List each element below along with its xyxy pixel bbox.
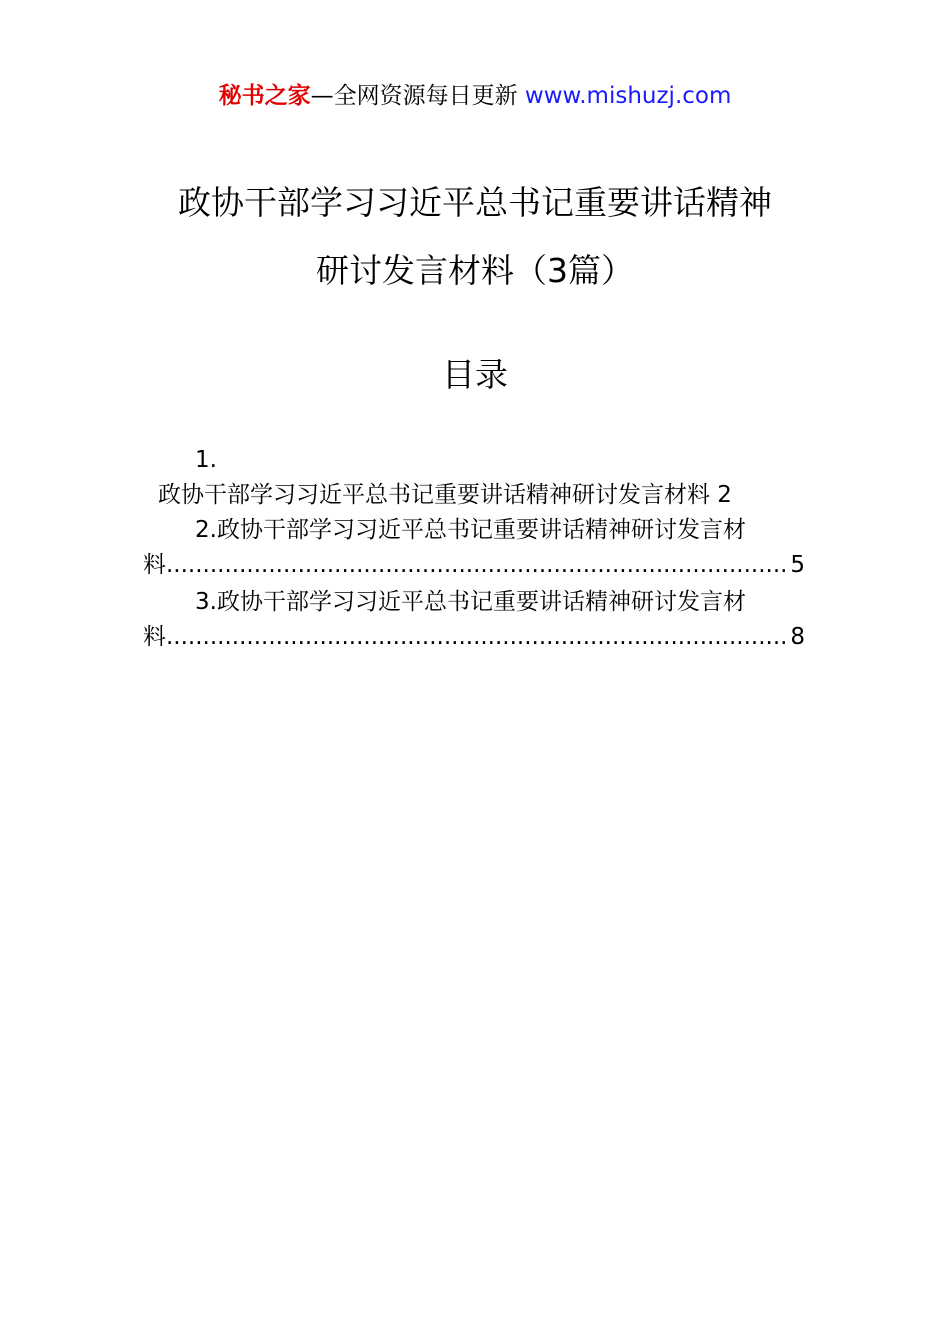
site-url-link[interactable]: www.mishuzj.com <box>524 83 732 109</box>
header-tagline: —全网资源每日更新 <box>310 83 525 109</box>
toc-item-3-tail: 料 <box>143 624 166 650</box>
toc-item-2-dot-leader <box>166 548 788 582</box>
document-title-line-1: 政协干部学习习近平总书记重要讲话精神 <box>178 183 772 222</box>
document-title-line-2: 研讨发言材料（3篇） <box>316 251 634 290</box>
toc-item-3-text[interactable]: 3.政协干部学习习近平总书记重要讲话精神研讨发言材 <box>195 589 746 615</box>
toc-item-1-text[interactable]: 政协干部学习习近平总书记重要讲话精神研讨发言材料 2 <box>158 482 732 508</box>
site-header <box>0 78 950 114</box>
toc-item-2-text[interactable]: 2.政协干部学习习近平总书记重要讲话精神研讨发言材 <box>195 517 746 543</box>
toc-item-3-dot-leader <box>166 620 788 654</box>
toc-item-2-leader-line[interactable] <box>143 548 805 582</box>
toc-item-2-tail: 料 <box>143 552 166 578</box>
toc-item-2-page-number: 5 <box>790 552 805 578</box>
toc-heading: 目录 <box>442 355 508 394</box>
toc-item-1-number[interactable]: 1. <box>195 447 217 473</box>
toc-item-3-page-number: 8 <box>790 624 805 650</box>
brand-name: 秘书之家 <box>218 83 311 109</box>
toc-item-3-leader-line[interactable] <box>143 620 805 654</box>
